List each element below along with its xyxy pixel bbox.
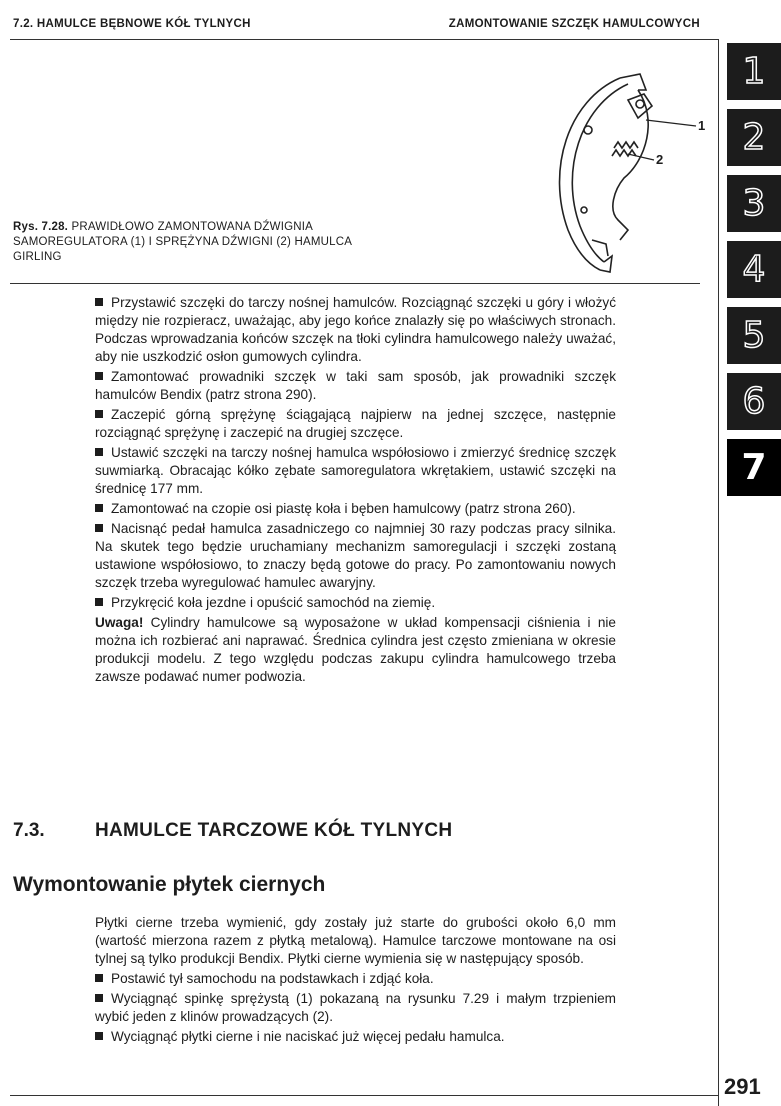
intro-paragraph: Płytki cierne trzeba wymienić, gdy zostały już starte do grubości około 6,0 mm (wartość mierzona razem z płytką metalową). Hamulce tarczowe montowane na osi tylnej są tylko produkcji Bendix. Płytki cierne wymienia się w następujący sposób. bbox=[95, 915, 616, 966]
note-label: Uwaga! bbox=[95, 615, 144, 630]
header-rule bbox=[10, 39, 718, 40]
step-paragraph: Zamontować prowadniki szczęk w taki sam sposób, jak prowadniki szczęk hamulców Bendix (patrz strona 290). bbox=[95, 369, 616, 402]
caption-text: PRAWIDŁOWO ZAMONTOWANA DŹWIGNIA SAMOREGULATORA (1) I SPRĘŻYNA DŹWIGNI (2) HAMULCA GIRLING bbox=[13, 221, 352, 263]
step-paragraph: Zamontować na czopie osi piastę koła i bęben hamulcowy (patrz strona 260). bbox=[95, 500, 616, 518]
chapter-tab-3[interactable]: 3 bbox=[727, 175, 781, 232]
step-paragraph: Wyciągnąć płytki cierne i nie naciskać już więcej pedału hamulca. bbox=[95, 1028, 616, 1046]
running-header-left: 7.2. HAMULCE BĘBNOWE KÓŁ TYLNYCH bbox=[13, 18, 251, 30]
bullet-icon bbox=[95, 524, 103, 532]
step-paragraph: Przystawić szczęki do tarczy nośnej hamulców. Rozciągnąć szczęki u góry i włożyć między nie rozpieracz, uważając, aby jego końce znalazły się po właściwych stronach. Podczas wprowadzania końców szczęk na tłoki cylindra hamulcowego należy uważać, aby nie uszkodzić osłon gumowych cylindra. bbox=[95, 295, 616, 364]
caption-rule bbox=[10, 283, 700, 284]
step-paragraph: Przykręcić koła jezdne i opuścić samochód na ziemię. bbox=[95, 594, 616, 612]
chapter-tabs bbox=[727, 43, 781, 505]
chapter-tab-4[interactable]: 4 bbox=[727, 241, 781, 298]
brake-shoe-figure bbox=[528, 60, 718, 280]
caption-label: Rys. 7.28. bbox=[13, 221, 69, 233]
procedure-text bbox=[95, 294, 616, 688]
chapter-tab-7[interactable]: 7 bbox=[727, 439, 781, 496]
chapter-tab-2[interactable]: 2 bbox=[727, 109, 781, 166]
page-number: 291 bbox=[724, 1074, 761, 1099]
subsection-title: Wymontowanie płytek ciernych bbox=[13, 873, 326, 896]
step-paragraph: Nacisnąć pedał hamulca zasadniczego co najmniej 30 razy podczas pracy silnika. Na skutek tego będzie uruchamiany mechanizm samoregulacji i szczęki zostaną ustawione współosiowo, to znaczy będą gotowe do pracy. Po zamontowaniu nowych szczęk trzeba wyregulować hamulec awaryjny. bbox=[95, 521, 616, 590]
section-title: HAMULCE TARCZOWE KÓŁ TYLNYCH bbox=[95, 820, 453, 841]
step-paragraph: Zaczepić górną sprężynę ściągającą najpierw na jednej szczęce, następnie rozciągnąć sprężynę i zaczepić na drugiej szczęce. bbox=[95, 407, 616, 440]
bullet-icon bbox=[95, 298, 103, 306]
callout-1: 1 bbox=[698, 118, 706, 133]
running-header-right: ZAMONTOWANIE SZCZĘK HAMULCOWYCH bbox=[448, 18, 700, 30]
footer-rule bbox=[10, 1095, 718, 1096]
bullet-icon bbox=[95, 994, 103, 1002]
brake-shoe-drawing bbox=[528, 60, 718, 280]
bullet-icon bbox=[95, 1032, 103, 1040]
chapter-tab-5[interactable]: 5 bbox=[727, 307, 781, 364]
step-paragraph: Wyciągnąć spinkę sprężystą (1) pokazaną na rysunku 7.29 i małym trzpieniem wybić jeden z klinów prowadzących (2). bbox=[95, 991, 616, 1024]
bullet-icon bbox=[95, 598, 103, 606]
bullet-icon bbox=[95, 504, 103, 512]
step-paragraph: Ustawić szczęki na tarczy nośnej hamulca współosiowo i zmierzyć średnicę szczęk suwmiarką. Obracając kółko zębate samoregulatora wkrętakiem, ustawić szczęki na średnicę 177 mm. bbox=[95, 445, 616, 496]
subsection-text bbox=[95, 914, 616, 1048]
note-text: Cylindry hamulcowe są wyposażone w układ kompensacji ciśnienia i nie można ich rozbierać ani naprawać. Średnica cylindra jest często zmieniana w okresie produkcji modelu. Z tego względu podczas zakupu cylindra hamulcowego trzeba zawsze podawać numer podwozia. bbox=[95, 615, 616, 684]
chapter-tab-1[interactable]: 1 bbox=[727, 43, 781, 100]
bullet-icon bbox=[95, 372, 103, 380]
bullet-icon bbox=[95, 974, 103, 982]
note-paragraph bbox=[95, 614, 616, 686]
bullet-icon bbox=[95, 410, 103, 418]
callout-2: 2 bbox=[656, 152, 664, 167]
page-vertical-rule bbox=[718, 39, 719, 1106]
section-number: 7.3. bbox=[13, 820, 45, 841]
step-paragraph: Postawić tył samochodu na podstawkach i zdjąć koła. bbox=[95, 970, 616, 988]
bullet-icon bbox=[95, 448, 103, 456]
chapter-tab-6[interactable]: 6 bbox=[727, 373, 781, 430]
figure-caption bbox=[13, 220, 373, 265]
